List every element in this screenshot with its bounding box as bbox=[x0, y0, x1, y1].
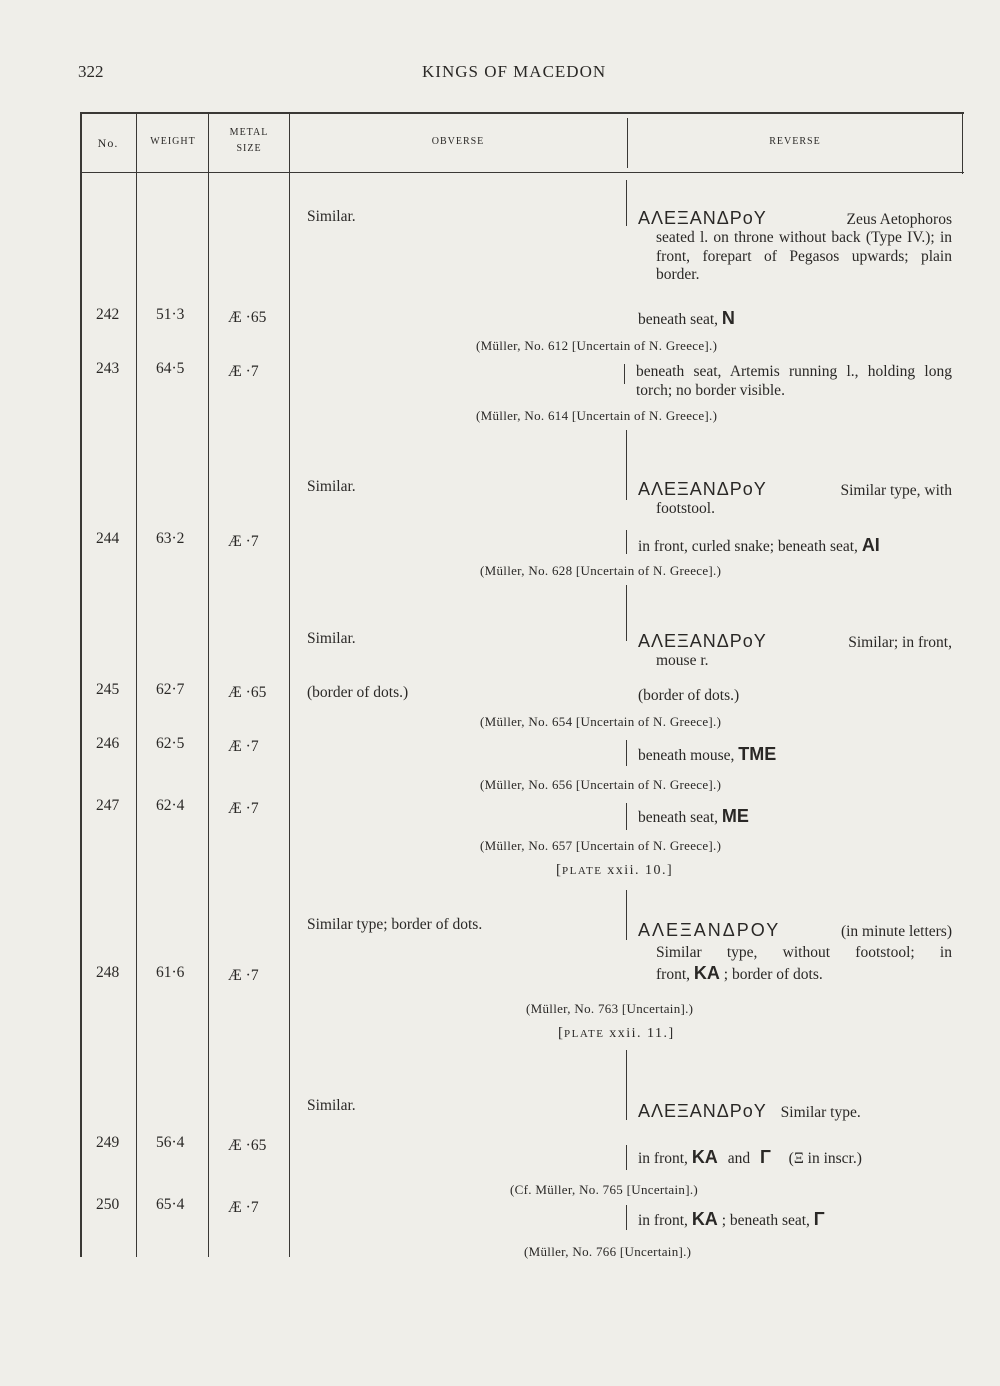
page-number: 322 bbox=[78, 62, 104, 81]
reverse-description: Similar type. bbox=[780, 1104, 861, 1121]
monogram-icon: ΑΙ bbox=[861, 535, 880, 555]
row-metal-size: Æ ·7 bbox=[228, 738, 259, 755]
reverse-inscription-line bbox=[638, 479, 952, 500]
row-weight: 62·7 bbox=[156, 681, 185, 698]
col-head-obverse: OBVERSE bbox=[431, 136, 485, 147]
plate-reference: [PLATE xxii. 11.] bbox=[558, 1025, 675, 1041]
reverse-description: seated l. on throne without back (Type IV.); in front, forepart of Pegasos upwards; plain border. bbox=[656, 229, 952, 283]
row-weight: 63·2 bbox=[156, 530, 185, 547]
reverse-detail: in front, ΚΑ ; beneath seat, Γ bbox=[638, 1209, 825, 1229]
reverse-description: Similar type, without footstool; in bbox=[656, 944, 952, 961]
table-top-rule bbox=[80, 112, 964, 114]
reverse-detail: beneath mouse, ΤΜΕ bbox=[638, 744, 777, 764]
row-weight: 62·4 bbox=[156, 797, 185, 814]
reverse-inscription-line bbox=[638, 920, 952, 941]
reference-note: (Müller, No. 657 [Uncertain of N. Greece].) bbox=[480, 838, 722, 853]
row-metal-size: Æ ·7 bbox=[228, 363, 259, 380]
row-weight: 64·5 bbox=[156, 360, 185, 377]
reference-note: (Müller, No. 763 [Uncertain].) bbox=[526, 1001, 694, 1016]
reverse-description: (in minute letters) bbox=[840, 923, 952, 940]
reference-note: (Müller, No. 766 [Uncertain].) bbox=[524, 1244, 692, 1259]
reverse-detail: beneath seat, ΜΕ bbox=[638, 806, 749, 826]
rev-bar bbox=[626, 530, 627, 554]
table-left-border bbox=[80, 112, 82, 1257]
reference-note: (Müller, No. 612 [Uncertain of N. Greece].) bbox=[476, 338, 718, 353]
col-divider-obverse bbox=[627, 118, 628, 168]
row-weight: 62·5 bbox=[156, 735, 185, 752]
col-head-weight: WEIGHT bbox=[150, 136, 196, 147]
rev-bar bbox=[626, 740, 627, 766]
rev-bar bbox=[626, 1050, 627, 1120]
row-metal-size: Æ ·7 bbox=[228, 967, 259, 984]
reference-note: (Cf. Müller, No. 765 [Uncertain].) bbox=[510, 1182, 699, 1197]
rev-bar bbox=[626, 890, 627, 940]
monogram-icon: Γ bbox=[813, 1209, 825, 1229]
reverse-description: Similar type, with bbox=[840, 482, 952, 499]
row-metal-size: Æ ·65 bbox=[228, 1137, 267, 1154]
reverse-detail: (border of dots.) bbox=[638, 687, 740, 704]
rev-bar bbox=[626, 1145, 627, 1170]
row-number: 244 bbox=[96, 530, 120, 547]
reverse-inscription-line bbox=[638, 1101, 861, 1122]
col-divider-no bbox=[136, 112, 137, 1257]
rev-bar bbox=[626, 585, 627, 641]
reverse-detail: beneath seat, Artemis running l., holding long torch; no border visible. bbox=[636, 363, 952, 399]
reverse-description: front, ΚΑ ; border of dots. bbox=[656, 963, 823, 983]
row-metal-size: Æ ·7 bbox=[228, 1199, 259, 1216]
reverse-description: footstool. bbox=[656, 500, 715, 517]
reverse-detail: in front, curled snake; beneath seat, ΑΙ bbox=[638, 535, 880, 555]
row-number: 246 bbox=[96, 735, 120, 752]
obverse-description: Similar. bbox=[307, 208, 356, 225]
row-weight: 61·6 bbox=[156, 964, 185, 981]
reference-note: (Müller, No. 628 [Uncertain of N. Greece].) bbox=[480, 563, 722, 578]
obverse-description: Similar type; border of dots. bbox=[307, 916, 483, 933]
rev-bar bbox=[626, 803, 627, 830]
rev-bar bbox=[624, 364, 625, 384]
obverse-description: Similar. bbox=[307, 478, 356, 495]
col-head-size: SIZE bbox=[236, 143, 262, 154]
row-weight: 65·4 bbox=[156, 1196, 185, 1213]
obverse-description: Similar. bbox=[307, 1097, 356, 1114]
rev-bar bbox=[626, 1205, 627, 1230]
reverse-description: Similar; in front, bbox=[848, 634, 952, 651]
col-head-reverse: REVERSE bbox=[769, 136, 821, 147]
greek-inscription: ΑΛΕΞΑΝΔΡoY bbox=[638, 479, 767, 499]
obverse-description: Similar. bbox=[307, 630, 356, 647]
row-metal-size: Æ ·7 bbox=[228, 800, 259, 817]
row-metal-size: Æ ·7 bbox=[228, 533, 259, 550]
reverse-inscription-line bbox=[638, 208, 952, 229]
reverse-description: Zeus Aetophoros bbox=[846, 211, 952, 228]
monogram-icon: Γ bbox=[759, 1147, 771, 1167]
row-metal-size: Æ ·65 bbox=[228, 684, 267, 701]
row-number: 245 bbox=[96, 681, 120, 698]
row-number: 249 bbox=[96, 1134, 120, 1151]
col-divider-weight bbox=[208, 112, 209, 1257]
reference-note: (Müller, No. 656 [Uncertain of N. Greece].) bbox=[480, 777, 722, 792]
monogram-icon: ΚΑ bbox=[691, 1209, 718, 1229]
row-weight: 56·4 bbox=[156, 1134, 185, 1151]
greek-inscription: ΑΛΕΞΑΝΔΡΟΥ bbox=[638, 920, 781, 940]
greek-inscription: ΑΛΕΞΑΝΔΡoY bbox=[638, 631, 767, 651]
row-number: 242 bbox=[96, 306, 120, 323]
row-number: 250 bbox=[96, 1196, 120, 1213]
col-head-metal: METAL bbox=[229, 127, 269, 138]
monogram-icon: ΚΑ bbox=[691, 1147, 718, 1167]
col-head-no: No. bbox=[97, 136, 119, 150]
reverse-inscription-line bbox=[638, 631, 952, 652]
greek-inscription: ΑΛΕΞΑΝΔΡoY bbox=[638, 208, 767, 228]
rev-bar bbox=[626, 180, 627, 226]
plate-reference: [PLATE xxii. 10.] bbox=[556, 862, 674, 878]
reverse-detail: beneath seat, Ν bbox=[638, 308, 735, 328]
row-metal-size: Æ ·65 bbox=[228, 309, 267, 326]
reference-note: (Müller, No. 654 [Uncertain of N. Greece].) bbox=[480, 714, 722, 729]
reverse-detail: in front, ΚΑ and Γ (Ξ in inscr.) bbox=[638, 1147, 862, 1167]
col-divider-metal bbox=[289, 112, 290, 1257]
obverse-detail: (border of dots.) bbox=[307, 684, 409, 701]
reference-note: (Müller, No. 614 [Uncertain of N. Greece].) bbox=[476, 408, 718, 423]
table-header-rule bbox=[80, 172, 964, 173]
running-title: KINGS OF MACEDON bbox=[422, 62, 607, 81]
monogram-icon: ΤΜΕ bbox=[738, 744, 777, 764]
row-weight: 51·3 bbox=[156, 306, 185, 323]
greek-inscription: ΑΛΕΞΑΝΔΡoY bbox=[638, 1101, 767, 1121]
monogram-icon: ΚΑ bbox=[693, 963, 720, 983]
row-number: 247 bbox=[96, 797, 120, 814]
row-number: 248 bbox=[96, 964, 120, 981]
reverse-description: mouse r. bbox=[656, 652, 709, 669]
monogram-icon: Ν bbox=[721, 308, 735, 328]
monogram-icon: ΜΕ bbox=[721, 806, 749, 826]
table-right-border bbox=[962, 112, 963, 174]
rev-bar bbox=[626, 430, 627, 500]
row-number: 243 bbox=[96, 360, 120, 377]
